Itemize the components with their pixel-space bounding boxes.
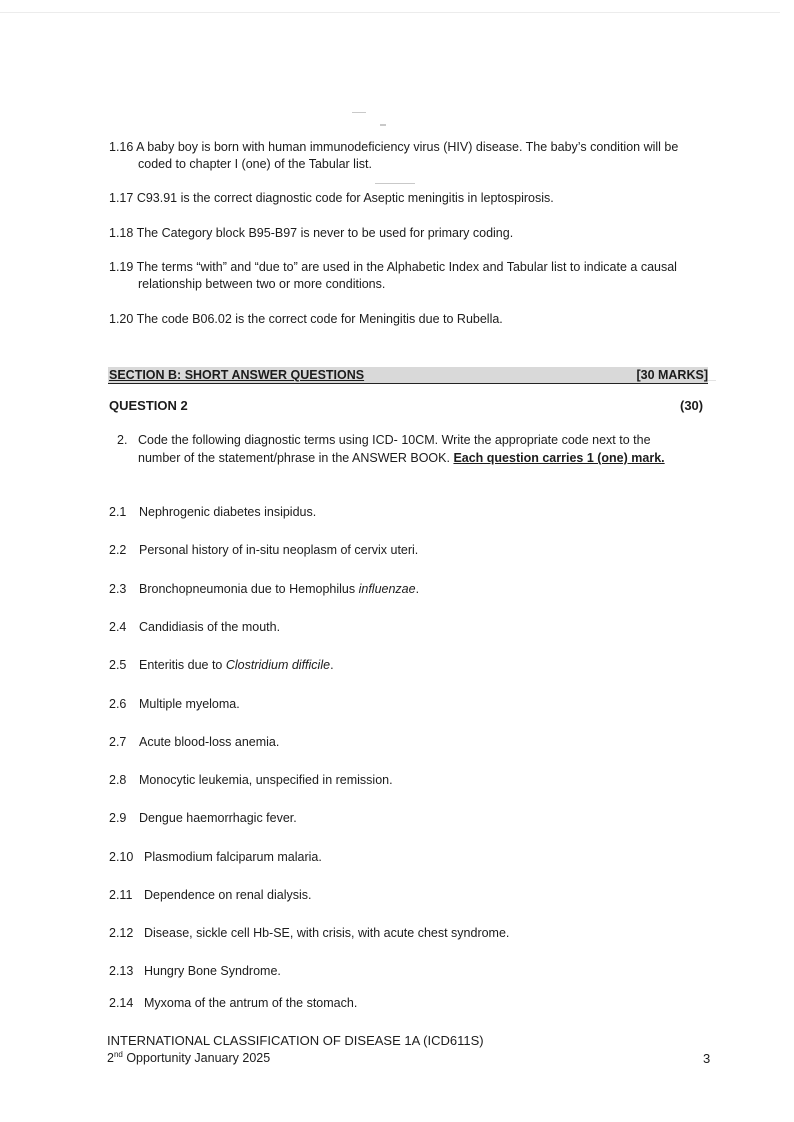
question-item: 2.11 Dependence on renal dialysis. [109,888,312,902]
question-item: 2.4 Candidiasis of the mouth. [109,620,281,634]
question-item: 2.14 Myxoma of the antrum of the stomach. [109,996,358,1010]
tf-item-1-20: 1.20 The code B06.02 is the correct code for Meningitis due to Rubella. [109,312,503,326]
question-item: 2.7 Acute blood-loss anemia. [109,735,280,749]
footer-course-title: INTERNATIONAL CLASSIFICATION OF DISEASE 1A (ICD611S) [107,1033,484,1048]
question-item: 2.10 Plasmodium falciparum malaria. [109,850,322,864]
question-item: 2.13 Hungry Bone Syndrome. [109,964,281,978]
tf-item-1-16: 1.16 A baby boy is born with human immunodeficiency virus (HIV) disease. The baby’s condition will be coded to chapter I (one) of the Tabular list. [109,140,679,171]
scan-speck [352,112,366,113]
section-title: SECTION B: SHORT ANSWER QUESTIONS [109,368,365,382]
question-item: 2.6 Multiple myeloma. [109,697,240,711]
section-marks: [30 MARKS] [636,368,708,382]
instruction-number: 2. [117,433,128,447]
question-item: 2.8 Monocytic leukemia, unspecified in remission. [109,773,393,787]
question-item: 2.9 Dengue haemorrhagic fever. [109,811,297,825]
question-marks: (30) [680,398,704,413]
tf-item-1-17: 1.17 C93.91 is the correct diagnostic code for Aseptic meningitis in leptospirosis. [109,191,554,205]
scan-speck [375,183,415,184]
instruction-text: Code the following diagnostic terms using ICD- 10CM. Write the appropriate code next to the number of the statement/phrase in the ANSWER BOOK. [138,433,651,465]
tf-item-1-19: 1.19 The terms “with” and “due to” are used in the Alphabetic Index and Tabular list to indicate a causal relationship between two or more conditions. [109,260,677,291]
tf-item-1-18: 1.18 The Category block B95-B97 is never to be used for primary coding. [109,226,514,240]
page-edge-line [0,12,780,13]
section-heading-bar [108,367,708,384]
question-item: 2.1 Nephrogenic diabetes insipidus. [109,505,317,519]
question-item: 2.3 Bronchopneumonia due to Hemophilus influenzae. [109,582,420,596]
page-number: 3 [703,1051,711,1066]
question-item: 2.12 Disease, sickle cell Hb-SE, with crisis, with acute chest syndrome. [109,926,510,940]
instruction-emphasis: Each question carries 1 (one) mark. [453,451,665,465]
footer-opportunity: 2nd Opportunity January 2025 [107,1050,271,1066]
scan-speck [380,124,386,126]
question-item: 2.2 Personal history of in-situ neoplasm of cervix uteri. [109,543,419,557]
question-heading: QUESTION 2 [109,398,188,413]
question-instruction [117,431,687,467]
question-item: 2.5 Enteritis due to Clostridium difficile. [109,658,334,672]
